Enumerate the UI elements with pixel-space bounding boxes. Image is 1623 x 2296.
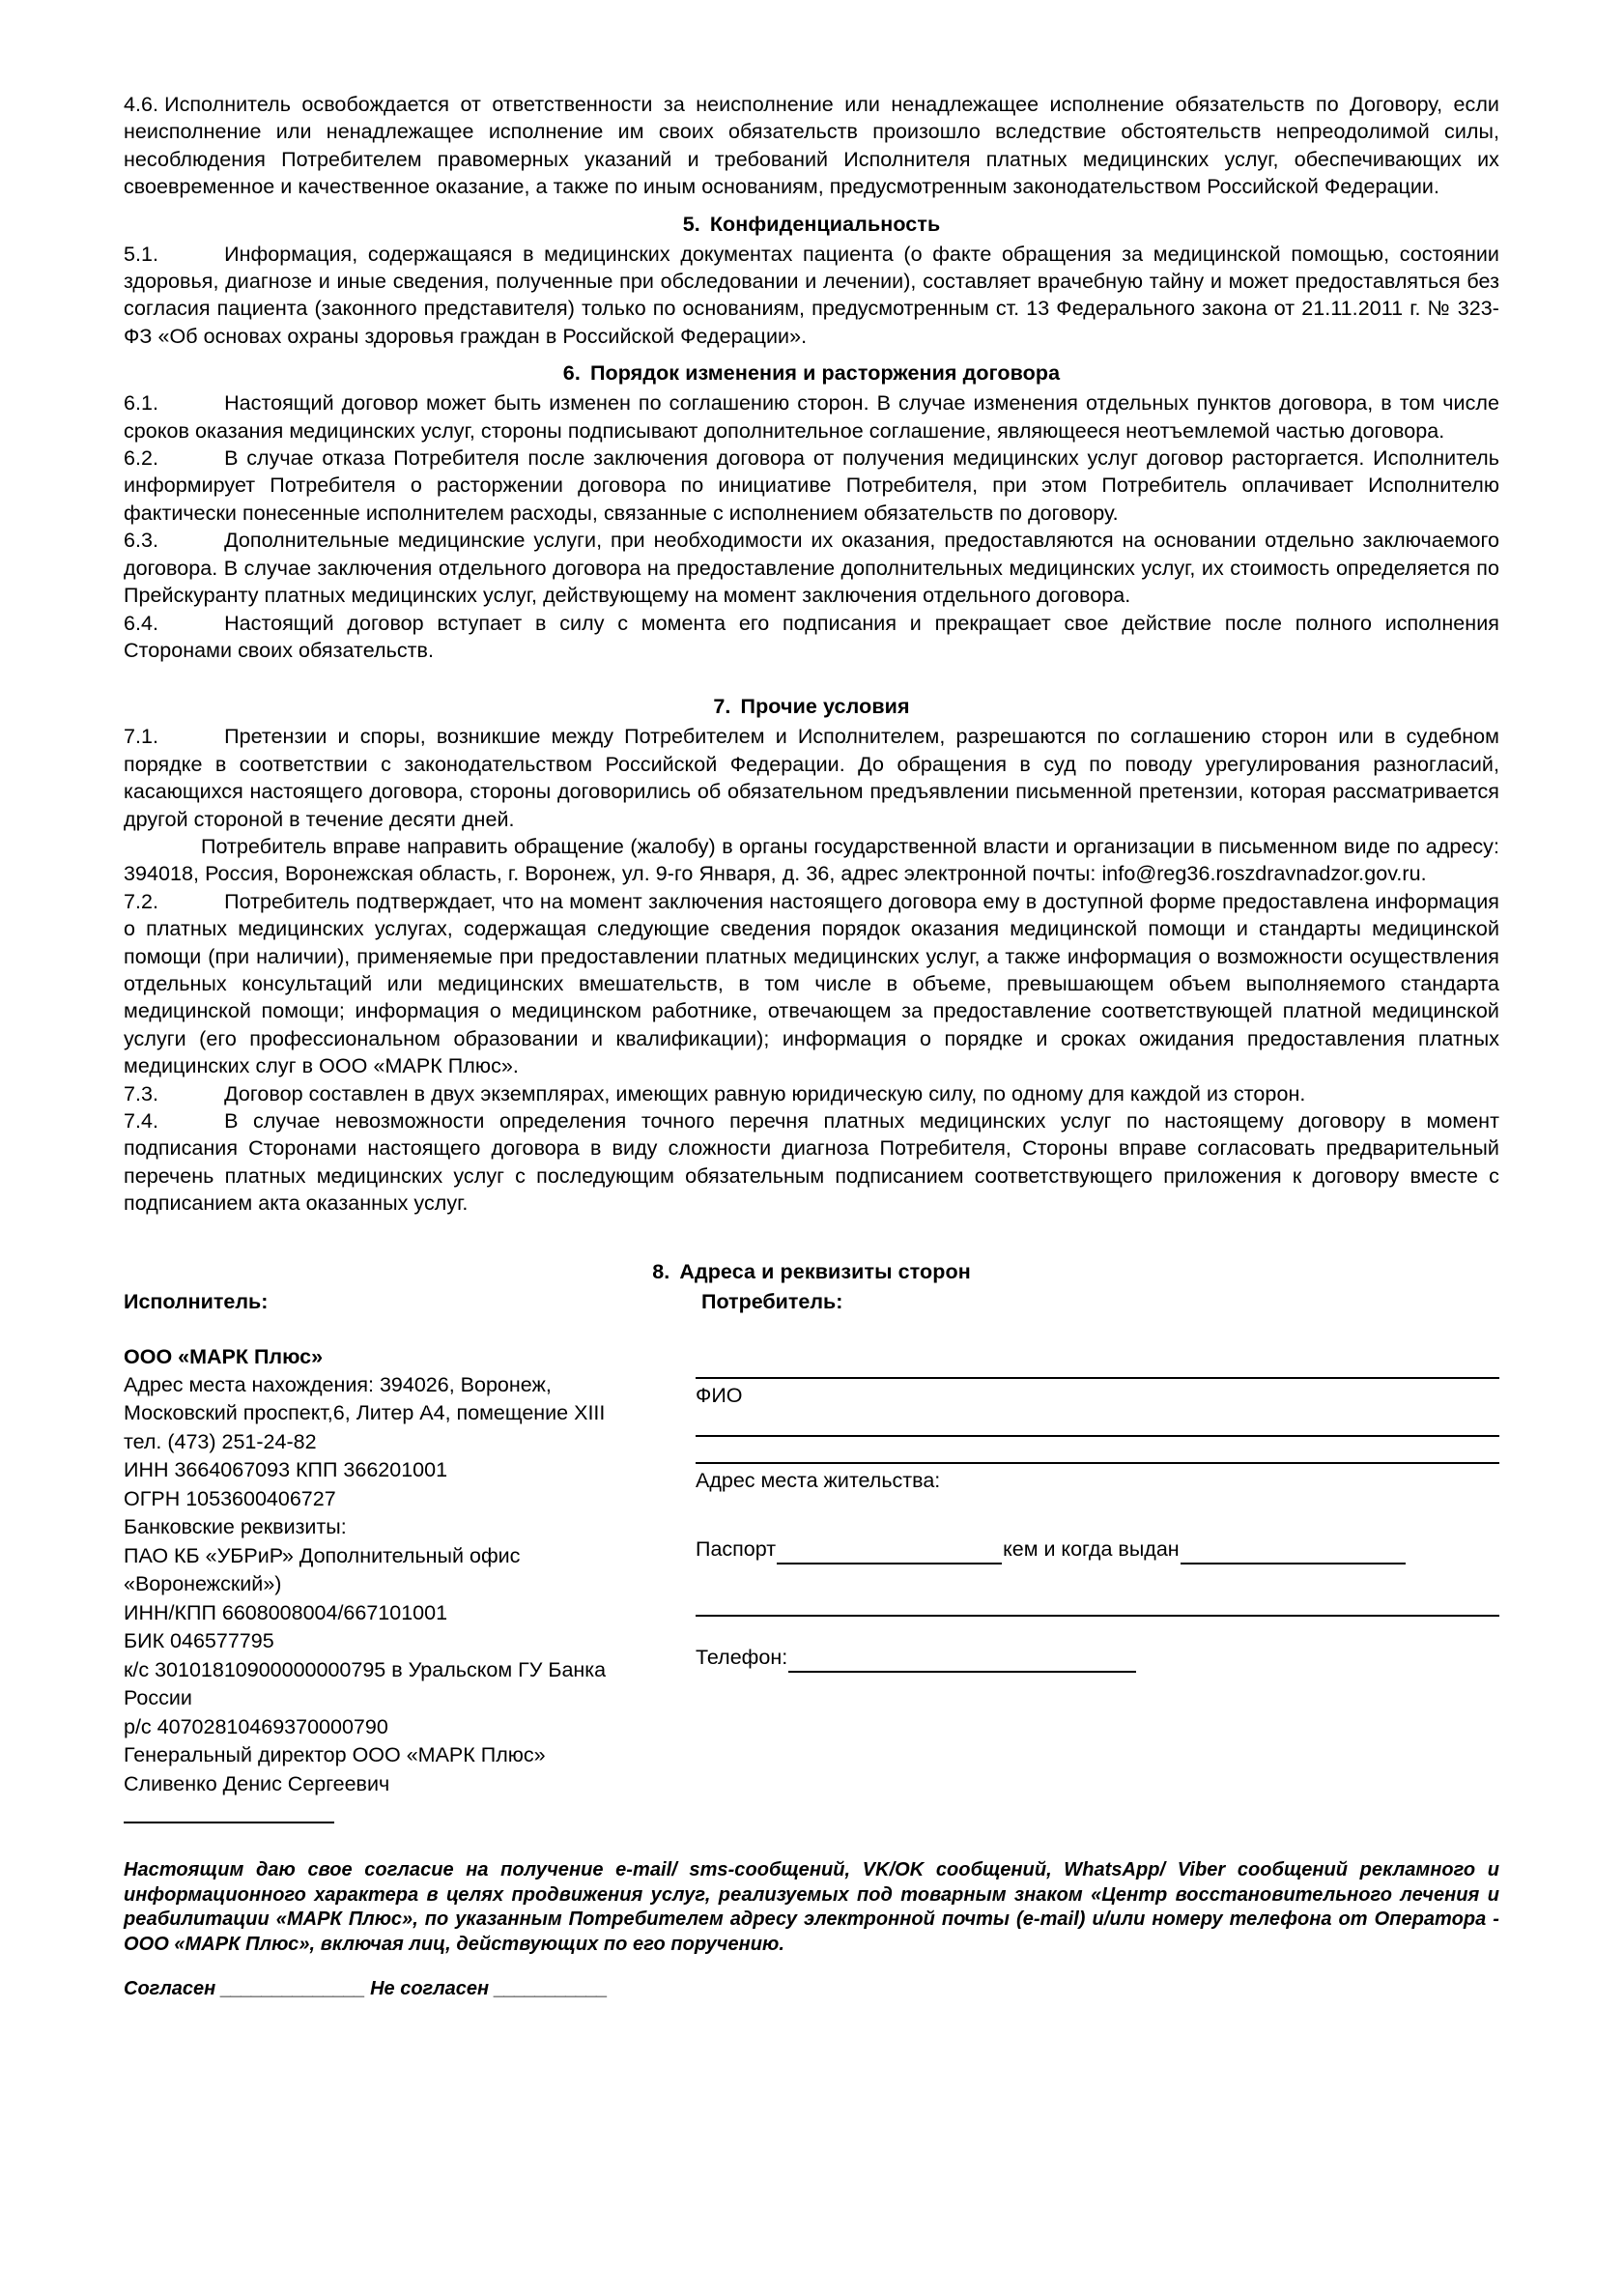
director-signature-rule [124, 1822, 334, 1823]
phone-field-row[interactable] [696, 1642, 1499, 1673]
passport-number-input[interactable] [777, 1546, 1002, 1564]
consent-agree-blank[interactable]: ______________ [220, 1978, 365, 2000]
director-title: Генеральный директор ООО «МАРК Плюс» [124, 1743, 546, 1767]
clause-7-1-continuation [124, 833, 1499, 888]
clause-7-2-number: 7.2. [124, 889, 159, 913]
clause-6-1-text: Настоящий договор может быть изменен по соглашению сторон. В случае изменения отдельных пунктов договора, в том числе сроков оказания медицинских услуг, стороны подписывают дополнительное соглашение, являющееся неотъемлемой частью договора. [124, 391, 1499, 443]
performer-column [124, 1288, 665, 1824]
phone-label: Телефон: [696, 1645, 788, 1669]
clause-6-3 [124, 527, 1499, 609]
section-heading-5 [124, 210, 1499, 239]
bank-bik: БИК 046577795 [124, 1629, 274, 1653]
passport-field-row[interactable] [696, 1534, 1499, 1564]
section-7-title: Прочие условия [740, 695, 910, 719]
clause-7-4-text: В случае невозможности определения точного перечня платных медицинских услуг по настоящему договору в момент подписания Сторонами настоящего договора в виду сложности диагноза Потребителя, Стороны вправе согласовать предварительный перечень платных медицинских услуг с последующим обязательным подписанием соответствующего приложения к договору вместе с подписанием акта оказанных услуг. [124, 1109, 1499, 1216]
passport-issuer-input[interactable] [1181, 1546, 1406, 1564]
section-8-title: Адреса и реквизиты сторон [679, 1259, 971, 1283]
section-5-number: 5. [682, 212, 700, 236]
company-name: ООО «МАРК Плюс» [124, 1344, 324, 1368]
bank-inn-kpp: ИНН/КПП 6608008004/667101001 [124, 1600, 448, 1624]
clause-4-6 [124, 91, 1499, 201]
bank-details-heading: Банковские реквизиты: [124, 1515, 347, 1539]
phone-input[interactable] [788, 1654, 1136, 1673]
consent-choice-row[interactable] [124, 1976, 1499, 2002]
consumer-form [696, 1338, 1499, 1673]
director-name: Сливенко Денис Сергеевич [124, 1771, 390, 1795]
clause-6-2-text: В случае отказа Потребителя после заключения договора от получения медицинских услуг договор расторгается. Исполнитель информирует Потребителя о расторжении договора по инициативе Потребителя, при этом Потребитель оплачивает Исполнителю фактически понесенные исполнителем расходы, связанные с исполнением обязательств по договору. [124, 446, 1499, 525]
section-heading-6 [124, 359, 1499, 387]
clause-6-2-number: 6.2. [124, 446, 159, 471]
clause-5-1-number: 5.1. [124, 242, 159, 266]
settlement-account: р/с 40702810469370000790 [124, 1714, 388, 1738]
passport-label: Паспорт [696, 1536, 777, 1561]
company-address-line-1: Адрес места нахождения: 394026, Воронеж, [124, 1372, 552, 1396]
consent-disagree-blank[interactable]: ___________ [494, 1978, 608, 2000]
correspondent-account-line-1: к/с 30101810900000000795 в Уральском ГУ Банка [124, 1657, 607, 1681]
consumer-label: Потребитель: [701, 1289, 843, 1313]
clause-6-1 [124, 389, 1499, 445]
section-5-title: Конфиденциальность [709, 212, 941, 236]
company-ogrn: ОГРН 1053600406727 [124, 1486, 336, 1510]
clause-7-3-text: Договор составлен в двух экземплярах, имеющих равную юридическую силу, по одному для каждой из сторон. [224, 1081, 1306, 1105]
clause-5-1 [124, 241, 1499, 351]
consent-disagree-label: Не согласен [370, 1978, 490, 2000]
fio-caption: ФИО [696, 1383, 743, 1407]
consumer-column [665, 1288, 1499, 1824]
bank-name-line-2: «Воронежский») [124, 1572, 282, 1596]
bank-name-line-1: ПАО КБ «УБРиР» Дополнительный офис [124, 1543, 521, 1567]
correspondent-account-line-2: России [124, 1686, 192, 1710]
section-7-number: 7. [713, 695, 731, 719]
clause-7-1-number: 7.1. [124, 725, 159, 749]
clause-7-3 [124, 1080, 1499, 1107]
clause-4-6-number: 4.6. [124, 93, 159, 116]
section-8-number: 8. [652, 1259, 670, 1283]
consent-agree-label: Согласен [124, 1978, 216, 2000]
section-6-number: 6. [562, 361, 581, 386]
marketing-consent-text: Настоящим даю свое согласие на получение e-mail/ sms-сообщений, VK/OK сообщений, WhatsApp/ Viber сообщений рекламного и информационного характера в целях продвижения услуг, реализуемых под товарным знаком «Центр восстановительного лечения и реабилитации «МАРК Плюс», по указанным Потребителем адресу электронной почты (e-mail) и/или номеру телефона от Оператора - ООО «МАРК Плюс», включая лиц, действующих по его поручению. [124, 1859, 1499, 1955]
passport-issuer-label: кем и когда выдан [1003, 1536, 1180, 1561]
clause-7-3-number: 7.3. [124, 1081, 159, 1105]
clause-4-6-text: Исполнитель освобождается от ответственности за неисполнение или ненадлежащее исполнение обязательств по Договору, если неисполнение или ненадлежащее исполнение им своих обязательств произошло вследствие обстоятельств непреодолимой силы, несоблюдения Потребителем правомерных указаний и требований Исполнителя платных медицинских услуг, обеспечивающих их своевременное и качественное оказание, а также по иным основаниям, предусмотренным законодательством Российской Федерации. [124, 93, 1499, 199]
clause-6-3-number: 6.3. [124, 529, 159, 553]
clause-6-3-text: Дополнительные медицинские услуги, при необходимости их оказания, предоставляются на основании отдельно заключаемого договора. В случае заключения отдельного договора на предоставление дополнительных медицинских услуг, их стоимость определяется по Прейскуранту платных медицинских услуг, действующему на момент заключения отдельного договора. [124, 529, 1499, 608]
section-heading-8 [124, 1257, 1499, 1286]
performer-label: Исполнитель: [124, 1289, 269, 1313]
clause-6-4 [124, 610, 1499, 665]
clause-7-2-text: Потребитель подтверждает, что на момент заключения настоящего договора ему в доступной форме предоставлена информация о платных медицинских услугах, содержащая следующие сведения порядок оказания медицинской помощи и стандарты медицинской помощи (при наличии), применяемые при предоставлении платных медицинских услуг, а также информация о возможности осуществления отдельных консультаций или медицинских вмешательств, в том числе в объеме, превышающем объем выполняемого стандарта медицинской помощи; информация о медицинском работнике, отвечающем за предоставление соответствующей платной медицинской услуги (его профессиональном образовании и квалификации); информация о порядке и сроках ожидания предоставления платных медицинских слуг в ООО «МАРК Плюс». [124, 889, 1499, 1078]
clause-6-1-number: 6.1. [124, 391, 159, 416]
section-6-title: Порядок изменения и расторжения договора [589, 361, 1061, 386]
section-heading-7 [124, 692, 1499, 721]
clause-5-1-text: Информация, содержащаяся в медицинских документах пациента (о факте обращения за медицинской помощью, состоянии здоровья, диагнозе и иные сведения, полученные при обследовании и лечении), составляет врачебную тайну и может предоставляться без согласия пациента (законного представителя) только по основаниям, предусмотренным ст. 13 Федерального закона от 21.11.2011 г. № 323-ФЗ «Об основах охраны здоровья граждан в Российской Федерации». [124, 242, 1499, 348]
clause-7-2 [124, 888, 1499, 1080]
clause-7-4 [124, 1107, 1499, 1218]
clause-7-4-number: 7.4. [124, 1109, 159, 1133]
company-inn-kpp: ИНН 3664067093 КПП 366201001 [124, 1458, 448, 1482]
clause-7-1-text: Претензии и споры, возникшие между Потребителем и Исполнителем, разрешаются по соглашению сторон или в судебном порядке в соответствии с законодательством Российской Федерации. До обращения в суд по поводу урегулирования разногласий, касающихся настоящего договора, стороны договорились об обязательном предъявлении письменной претензии, которая рассматривается другой стороной в течение десяти дней. [124, 725, 1499, 831]
clause-6-4-text: Настоящий договор вступает в силу с момента его подписания и прекращает свое действие после полного исполнения Сторонами своих обязательств. [124, 611, 1499, 662]
clause-7-1 [124, 723, 1499, 833]
clause-7-1-continuation-text: Потребитель вправе направить обращение (жалобу) в органы государственной власти и организации в письменном виде по адресу: 394018, Россия, Воронежская область, г. Воронеж, ул. 9-го Января, д. 36, адрес электронной почты: info@reg36.roszdravnadzor.gov.ru. [124, 834, 1499, 886]
parties-block [124, 1288, 1499, 1824]
clause-6-2 [124, 445, 1499, 527]
company-phone: тел. (473) 251-24-82 [124, 1429, 317, 1453]
company-address-line-2: Московский проспект,6, Литер А4, помещение XIII [124, 1401, 606, 1425]
address-caption: Адрес места жительства: [696, 1468, 941, 1492]
clause-6-4-number: 6.4. [124, 611, 159, 635]
